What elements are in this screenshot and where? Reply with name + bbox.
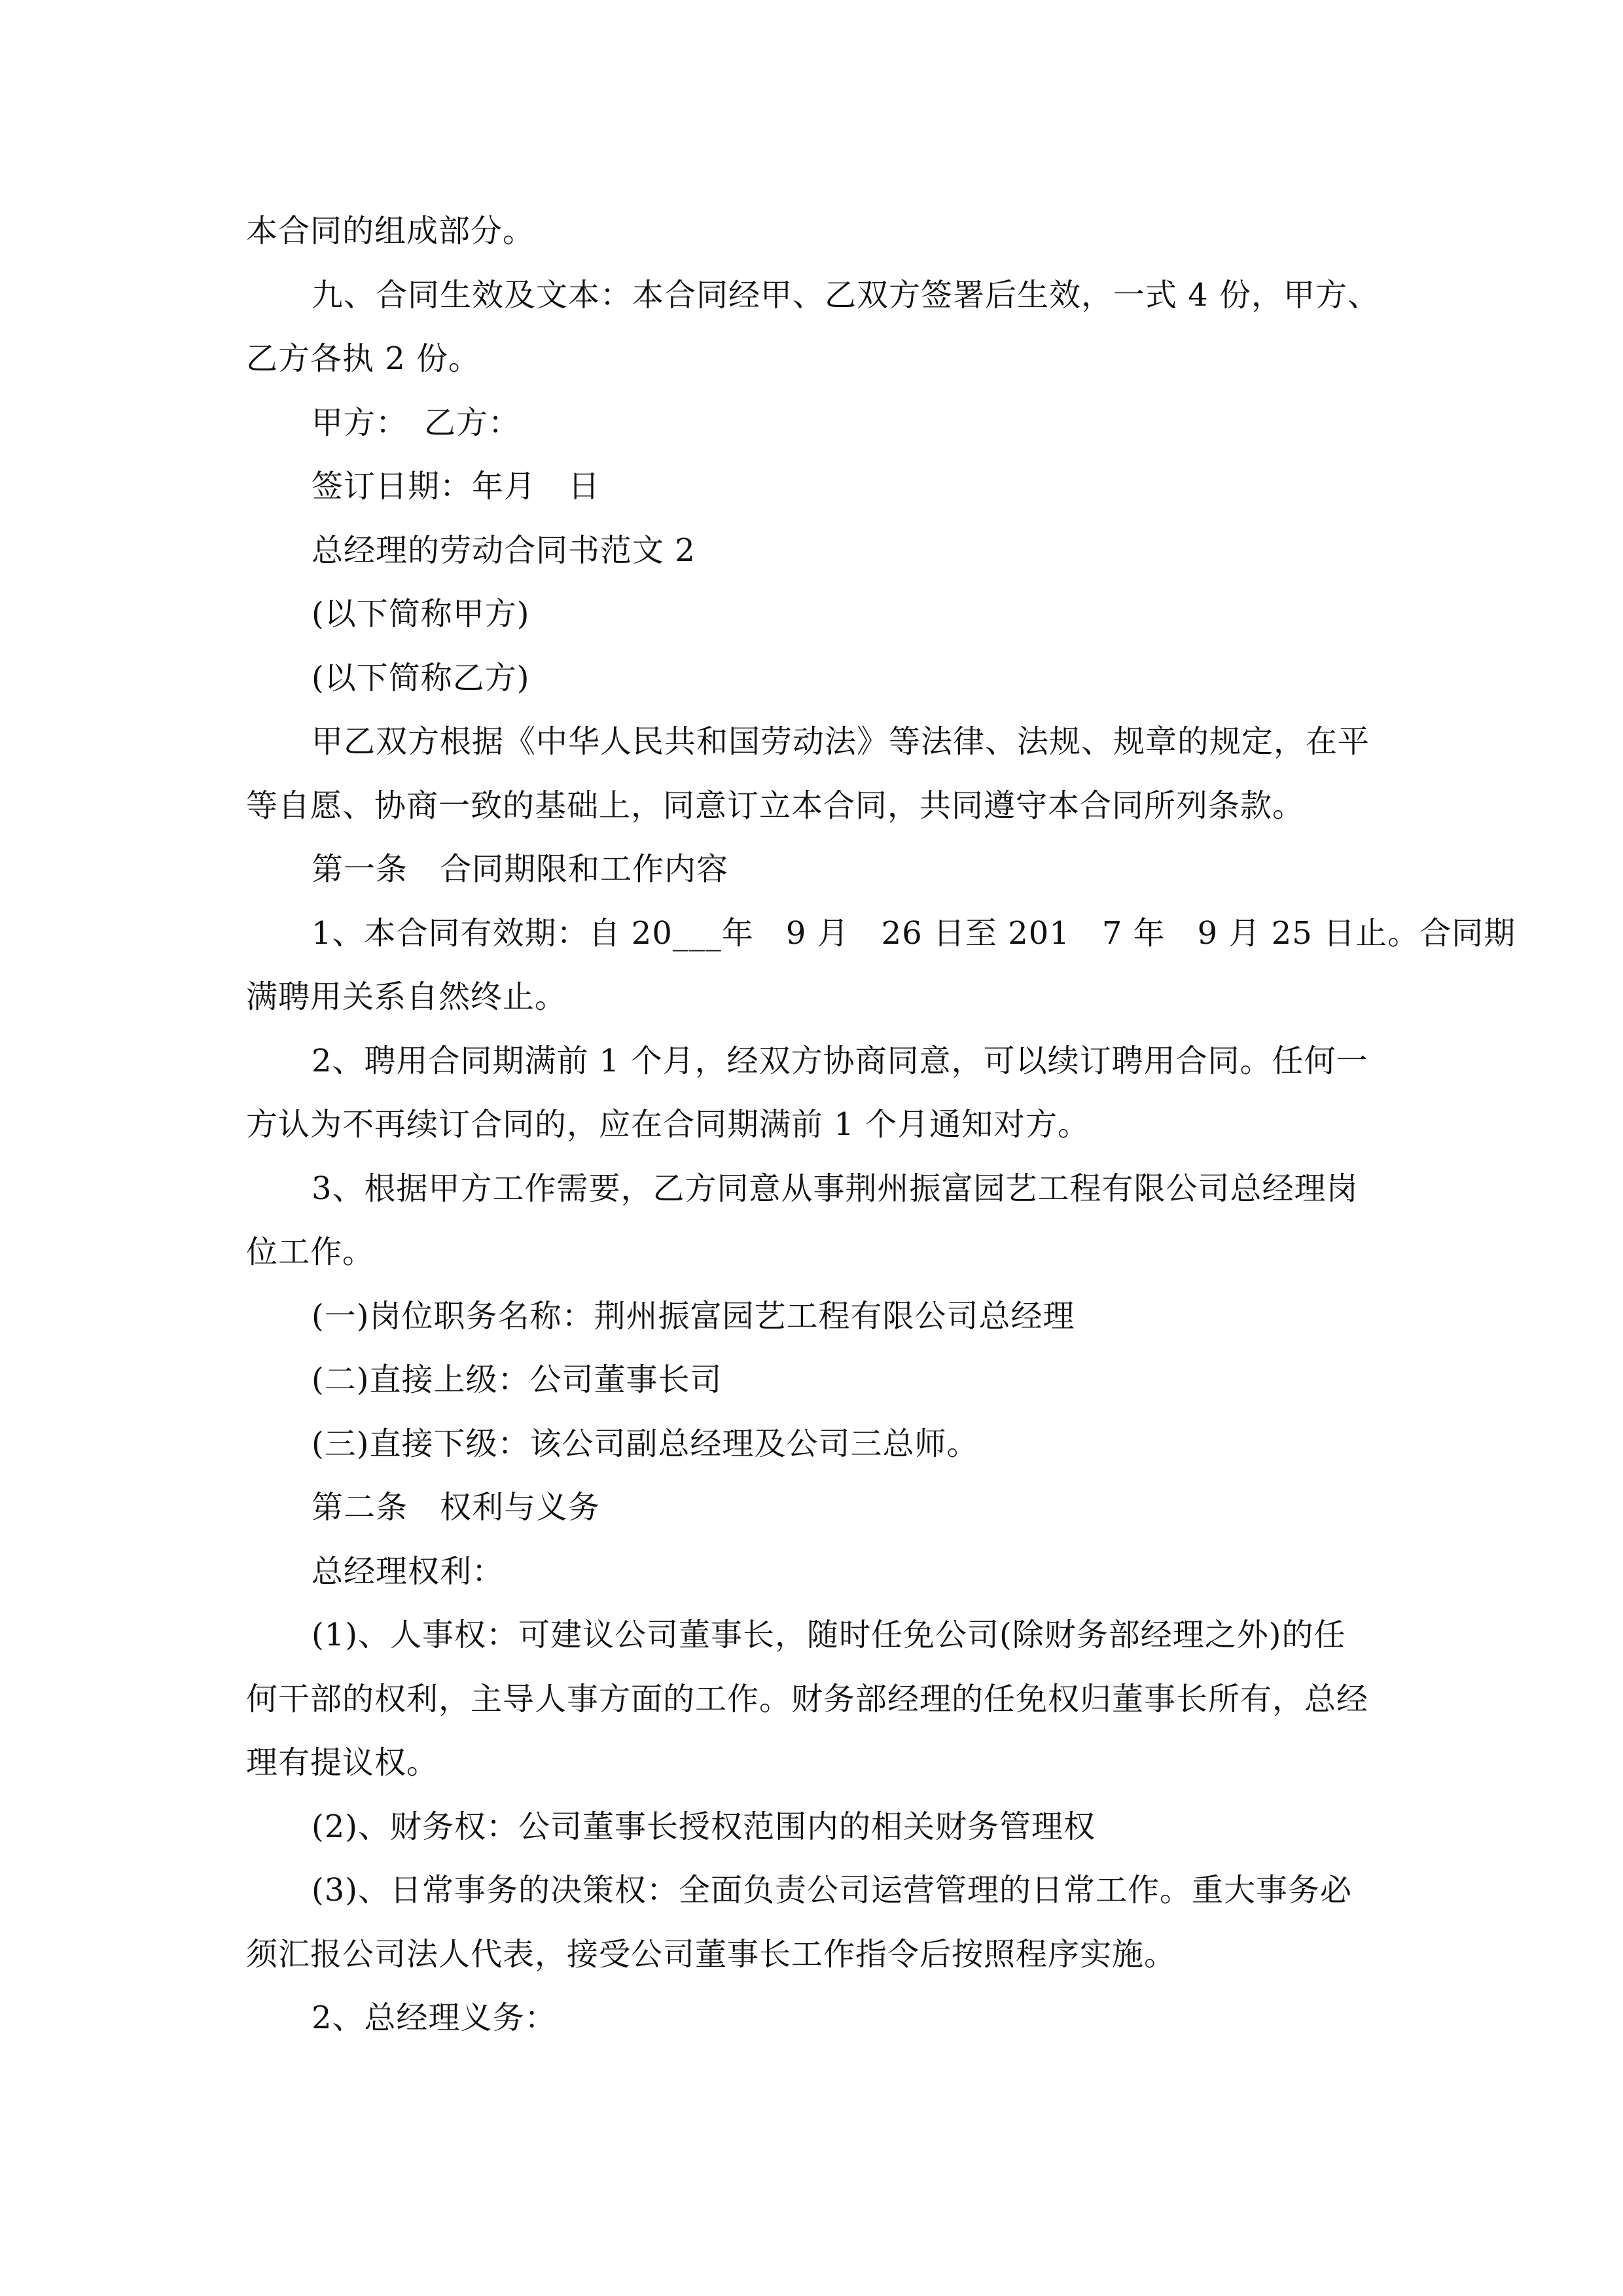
paragraph-line: 1、本合同有效期：自 20___年 9 月 26 日至 201 7 年 9 月 25 日止。合同期 bbox=[312, 914, 1516, 952]
paragraph-line: 九、合同生效及文本：本合同经甲、乙双方签署后生效，一式 4 份，甲方、 bbox=[312, 276, 1380, 314]
paragraph-line: 2、总经理义务： bbox=[312, 2000, 557, 2036]
paragraph-line: (三)直接下级：该公司副总经理及公司三总师。 bbox=[312, 1425, 979, 1462]
paragraph-line: 总经理的劳动合同书范文 2 bbox=[312, 531, 696, 569]
paragraph-line: 第二条 权利与义务 bbox=[312, 1489, 601, 1526]
paragraph-line: 总经理权利： bbox=[312, 1552, 505, 1590]
paragraph-line: 乙方各执 2 份。 bbox=[246, 340, 481, 377]
paragraph-line: (3)、日常事务的决策权：全面负责公司运营管理的日常工作。重大事务必 bbox=[312, 1872, 1352, 1909]
paragraph-line: (1)、人事权：可建议公司董事长，随时任免公司(除财务部经理之外)的任 bbox=[312, 1617, 1346, 1653]
paragraph-line: (二)直接上级：公司董事长司 bbox=[312, 1361, 722, 1398]
paragraph-line: 3、根据甲方工作需要，乙方同意从事荆州振富园艺工程有限公司总经理岗 bbox=[312, 1170, 1359, 1207]
paragraph-line: (一)岗位职务名称：荆州振富园艺工程有限公司总经理 bbox=[312, 1297, 1075, 1335]
paragraph-line: (以下简称乙方) bbox=[312, 659, 530, 696]
paragraph-line: 签订日期：年月 日 bbox=[312, 468, 601, 505]
contract-body-text bbox=[246, 200, 1516, 2051]
paragraph-line: 须汇报公司法人代表，接受公司董事长工作指令后按照程序实施。 bbox=[246, 1935, 1177, 1973]
paragraph-line: 方认为不再续订合同的，应在合同期满前 1 个月通知对方。 bbox=[246, 1106, 1090, 1143]
paragraph-line: 理有提议权。 bbox=[246, 1744, 439, 1781]
paragraph-line: 等自愿、协商一致的基础上，同意订立本合同，共同遵守本合同所列条款。 bbox=[246, 787, 1305, 824]
paragraph-line: 甲乙双方根据《中华人民共和国劳动法》等法律、法规、规章的规定，在平 bbox=[312, 723, 1370, 760]
paragraph-line: 本合同的组成部分。 bbox=[246, 213, 535, 249]
paragraph-line: 何干部的权利，主导人事方面的工作。财务部经理的任免权归董事长所有，总经 bbox=[246, 1680, 1369, 1717]
paragraph-line: 2、聘用合同期满前 1 个月，经双方协商同意，可以续订聘用合同。任何一 bbox=[312, 1042, 1368, 1079]
paragraph-line: (2)、财务权：公司董事长授权范围内的相关财务管理权 bbox=[312, 1808, 1096, 1845]
paragraph-line: 第一条 合同期限和工作内容 bbox=[312, 851, 729, 888]
paragraph-line: 位工作。 bbox=[246, 1234, 375, 1270]
paragraph-line: (以下简称甲方) bbox=[312, 596, 530, 632]
paragraph-line: 甲方： 乙方： bbox=[312, 404, 521, 441]
paragraph-line: 满聘用关系自然终止。 bbox=[246, 978, 567, 1015]
